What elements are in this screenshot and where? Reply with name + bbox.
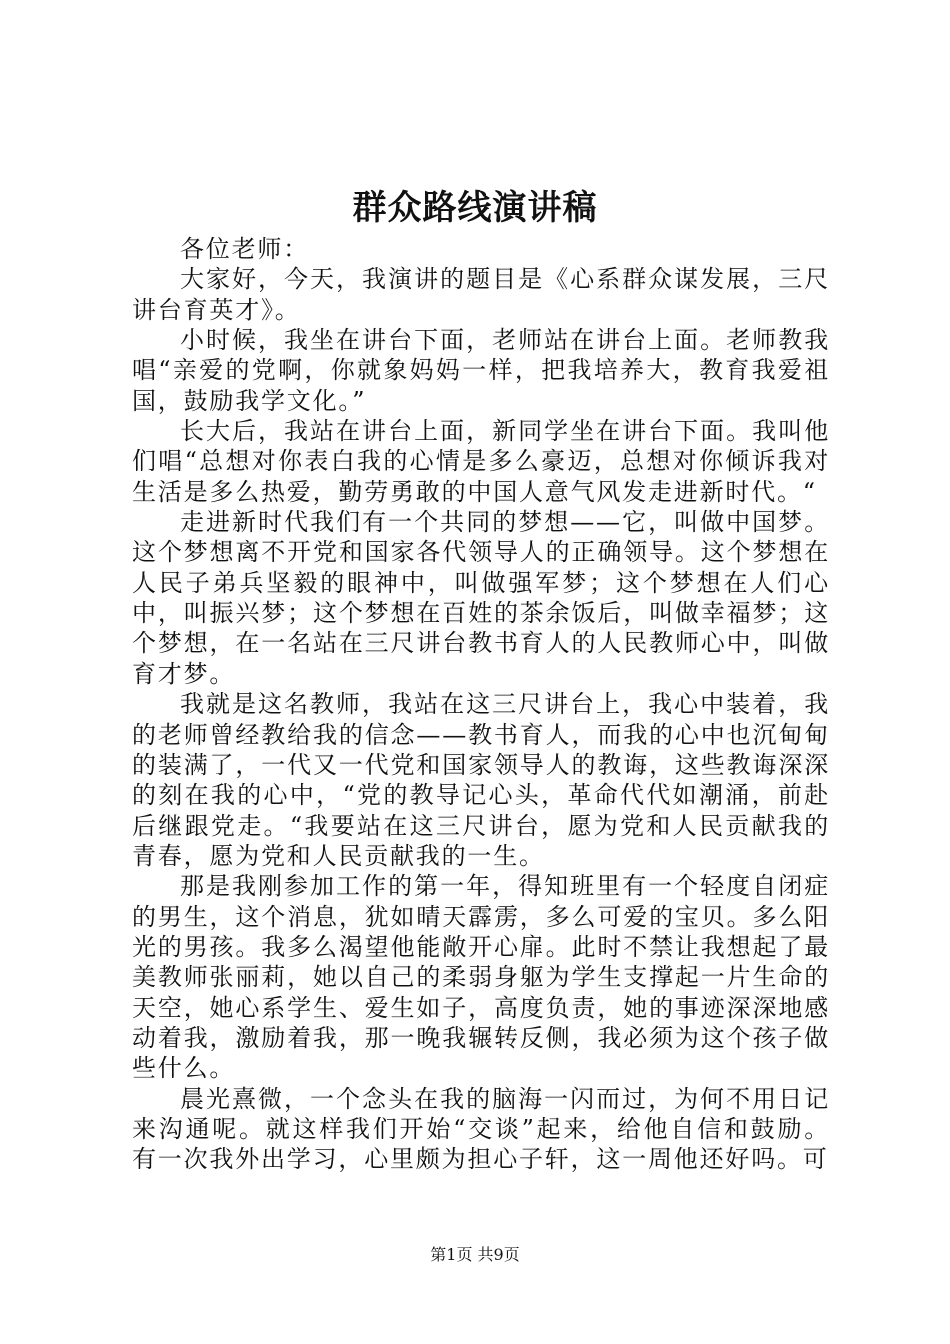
paragraph-greeting: 各位老师：	[180, 235, 309, 263]
paragraph-teacher: 我就是这名教师，我站在这三尺讲台上，我心中装着，我的老师曾经教给我的信念——教书育人，而我的心中也沉甸甸的装满了，一代又一代党和国家领导人的教诲，这些教诲深深的刻在我的心中，“党的教导记心头，革命代代如潮涌，前赴后继跟党走。“我要站在这三尺讲台，愿为党和人民贡献我的青春，愿为党和人民贡献我的一生。	[132, 690, 830, 870]
paragraph-childhood: 小时候，我坐在讲台下面，老师站在讲台上面。老师教我唱“亲爱的党啊，你就象妈妈一样，把我培养大，教育我爱祖国，鼓励我学文化。”	[132, 326, 830, 415]
paragraph-diary: 晨光熹微，一个念头在我的脑海一闪而过，为何不用日记来沟通呢。就这样我们开始“交谈”起来，给他自信和鼓励。有一次我外出学习，心里颇为担心子轩，这一周他还好吗。可	[132, 1084, 830, 1174]
document-title: 群众路线演讲稿	[352, 188, 598, 228]
page-footer: 第1页 共9页	[430, 1245, 520, 1264]
paragraph-intro: 大家好，今天，我演讲的题目是《心系群众谋发展，三尺讲台育英才》。	[132, 265, 830, 324]
document-body	[132, 234, 830, 1175]
paragraph-grown-up: 长大后，我站在讲台上面，新同学坐在讲台下面。我叫他们唱“总想对你表白我的心情是多么豪迈，总想对你倾诉我对生活是多么热爱，勤劳勇敢的中国人意气风发走进新时代。“	[132, 417, 830, 506]
paragraph-china-dream: 走进新时代我们有一个共同的梦想——它，叫做中国梦。这个梦想离不开党和国家各代领导人的正确领导。这个梦想在人民子弟兵坚毅的眼神中，叫做强军梦；这个梦想在人们心中，叫振兴梦；这个梦想在百姓的茶余饭后，叫做幸福梦；这个梦想，在一名站在三尺讲台教书育人的人民教师心中，叫做育才梦。	[132, 508, 830, 688]
paragraph-first-year: 那是我刚参加工作的第一年，得知班里有一个轻度自闭症的男生，这个消息，犹如晴天霹雳，多么可爱的宝贝。多么阳光的男孩。我多么渴望他能敞开心扉。此时不禁让我想起了最美教师张丽莉，她以自己的柔弱身躯为学生支撑起一片生命的天空，她心系学生、爱生如子，高度负责，她的事迹深深地感动着我，激励着我，那一晚我辗转反侧，我必须为这个孩子做些什么。	[132, 872, 830, 1083]
